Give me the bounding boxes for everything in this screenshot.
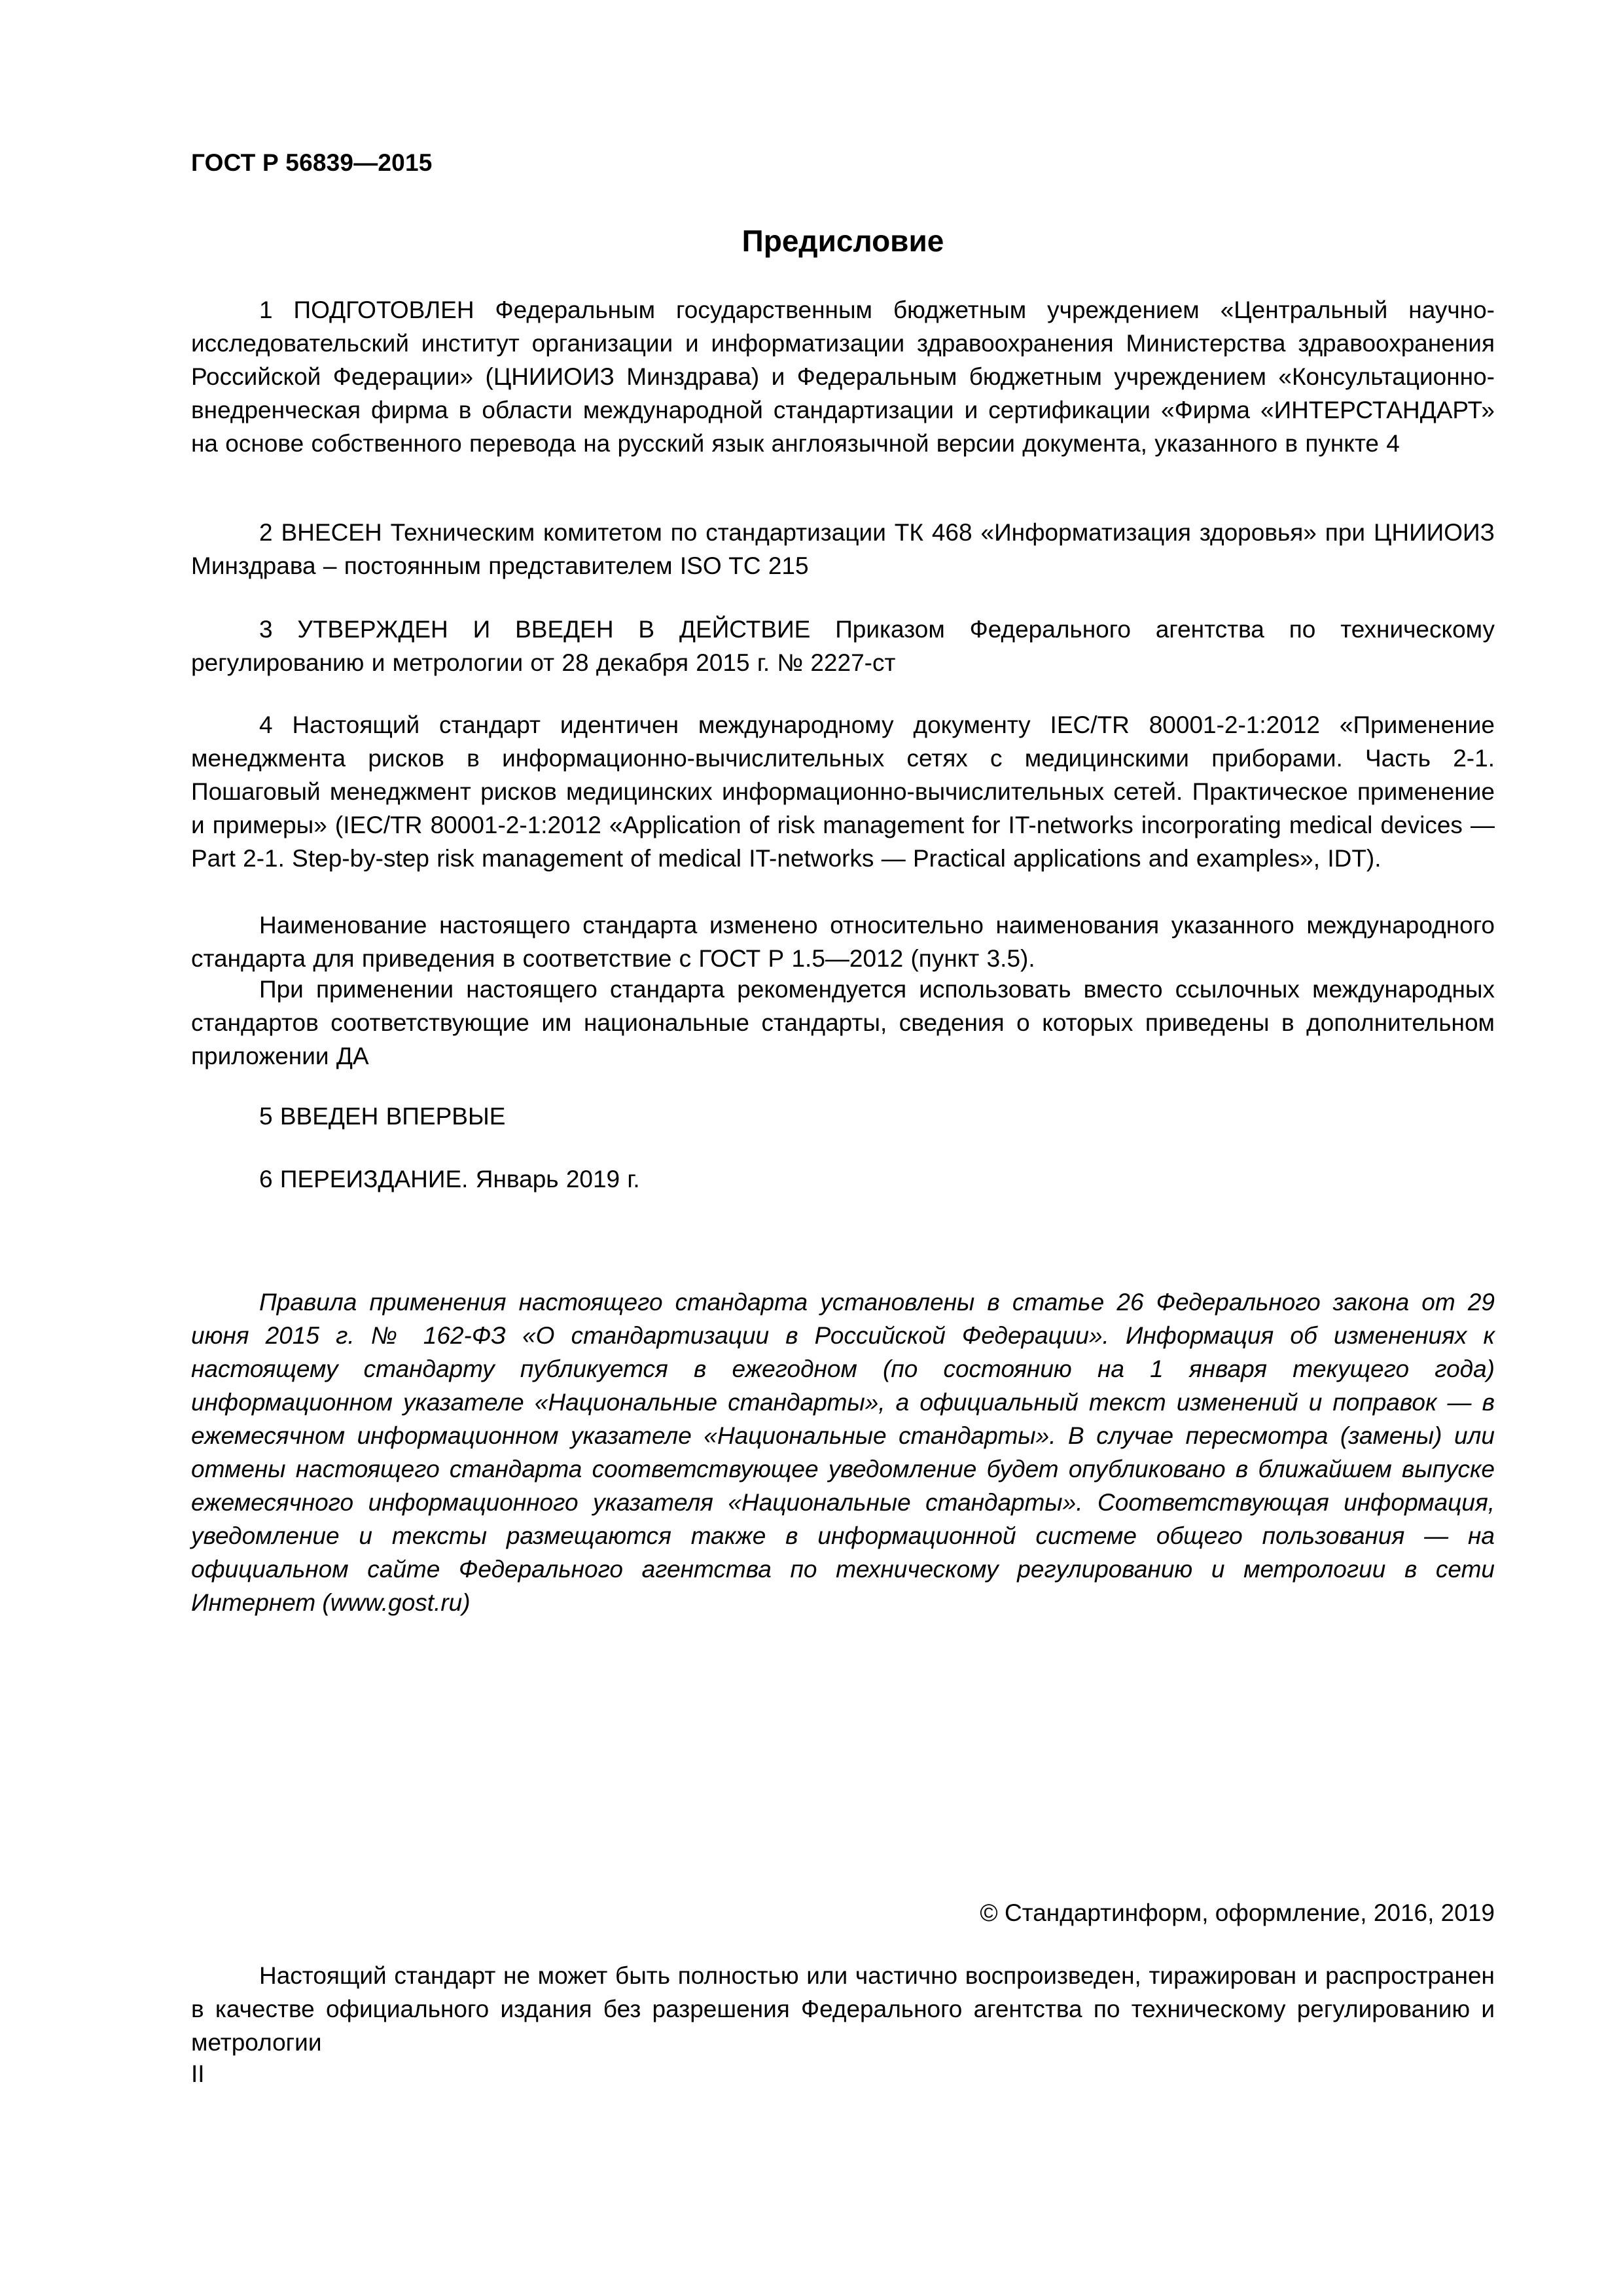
copyright-line: © Стандартинформ, оформление, 2016, 2019 (980, 1899, 1495, 1926)
reproduction-notice: Настоящий стандарт не может быть полностью или частично воспроизведен, тиражирован и распространен в качестве официального издания без разрешения Федерального агентства по техническому регулированию и метрологии (191, 1962, 1495, 2056)
preface-item-5: 5 ВВЕДЕН ВПЕРВЫЕ (259, 1103, 506, 1130)
document-code: ГОСТ Р 56839—2015 (191, 149, 433, 176)
preface-title: Предисловие (741, 224, 944, 258)
preface-item-4-name-note: Наименование настоящего стандарта изменено относительно наименования указанного международного стандарта для приведения в соответствие с ГОСТ Р 1.5—2012 (пункт 3.5). (191, 912, 1495, 972)
preface-item-2: 2 ВНЕСЕН Техническим комитетом по стандартизации ТК 468 «Информатизация здоровья» при ЦНИИОИЗ Минздрава – постоянным представителем ISO TC 215 (191, 519, 1495, 579)
application-rules-notice: Правила применения настоящего стандарта установлены в статье 26 Федерального закона от 29 июня 2015 г. № 162-ФЗ «О стандартизации в Российской Федерации». Информация об изменениях к настоящему стандарту публикуется в ежегодном (по состоянию на 1 января текущего года) информационном указателе «Национальные стандарты», а официальный текст изменений и поправок — в ежемесячном информационном указателе «Национальные стандарты». В случае пересмотра (замены) или отмены настоящего стандарта соответствующее уведомление будет опубликовано в ближайшем выпуске ежемесячного информационного указателя «Национальные стандарты». Соответствующая информация, уведомление и тексты размещаются также в информационной системе общего пользования — на официальном сайте Федерального агентства по техническому регулированию и метрологии в сети Интернет (www.gost.ru) (191, 1289, 1495, 1616)
preface-item-4-reference-note: При применении настоящего стандарта рекомендуется использовать вместо ссылочных международных стандартов соответствующие им национальные стандарты, сведения о которых приведены в дополнительном приложении ДА (191, 976, 1495, 1069)
preface-item-6: 6 ПЕРЕИЗДАНИЕ. Январь 2019 г. (259, 1166, 640, 1193)
page-number: II (191, 2060, 205, 2087)
preface-item-1: 1 ПОДГОТОВЛЕН Федеральным государственным бюджетным учреждением «Центральный научно-исследовательский институт организации и информатизации здравоохранения Министерства здравоохранения Российской Федерации» (ЦНИИОИЗ Минздрава) и Федеральным бюджетным учреждением «Консультационно-внедренческая фирма в области международной стандартизации и сертификации «Фирма «ИНТЕРСТАНДАРТ» на основе собственного перевода на русский язык англоязычной версии документа, указанного в пункте 4 (191, 296, 1495, 457)
preface-item-4: 4 Настоящий стандарт идентичен международному документу IEC/TR 80001-2-1:2012 «Применение менеджмента рисков в информационно-вычислительных сетях с медицинскими приборами. Часть 2-1. Пошаговый менеджмент рисков медицинских информационно-вычислительных сетей. Практическое применение и примеры» (IEC/TR 80001-2-1:2012 «Application of risk management for IT-networks incorporating medical devices — Part 2-1. Step-by-step risk management of medical IT-networks — Practical applications and examples», IDT). (191, 711, 1495, 872)
preface-item-3: 3 УТВЕРЖДЕН И ВВЕДЕН В ДЕЙСТВИЕ Приказом Федерального агентства по техническому регулированию и метрологии от 28 декабря 2015 г. № 2227-ст (191, 616, 1495, 676)
